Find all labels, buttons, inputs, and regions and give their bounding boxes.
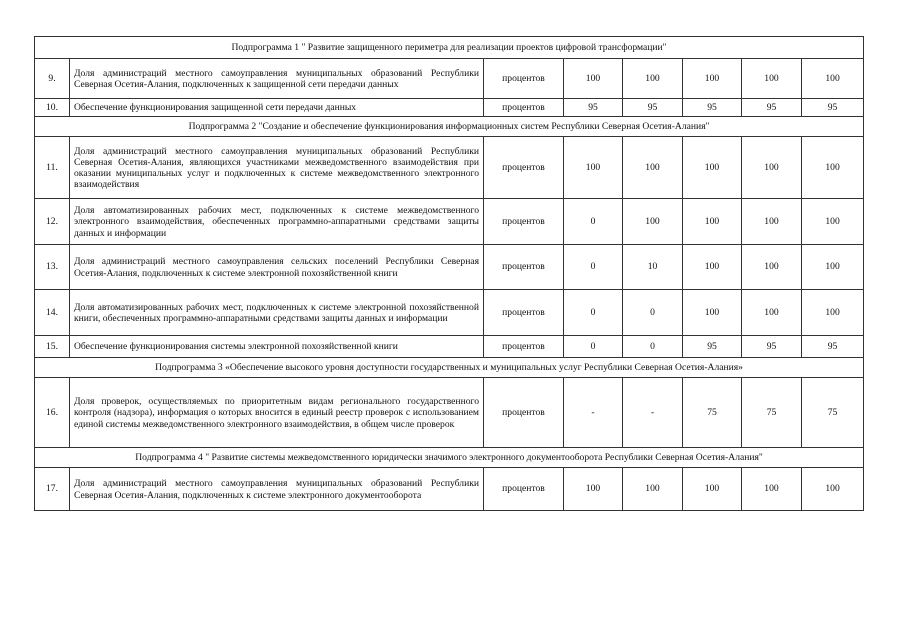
row-number: 12.	[35, 199, 70, 245]
row-number: 10.	[35, 99, 70, 117]
indicator-description: Доля автоматизированных рабочих мест, подключенных к системе межведомственного электронного взаимодействия, обеспеченных программно-аппаратными средствами защиты данных и информации	[70, 199, 484, 245]
indicator-row	[35, 336, 864, 358]
value-cell: 100	[742, 59, 802, 99]
indicator-description: Доля администраций местного самоуправления муниципальных образований Республики Северная Осетия-Алания, подключенных к защищенной сети передачи данных	[70, 59, 484, 99]
value-cell: 100	[742, 245, 802, 290]
value-cell: 100	[683, 290, 742, 336]
unit-cell: процентов	[484, 137, 564, 199]
row-number: 11.	[35, 137, 70, 199]
subprogram-title: Подпрограмма 2 "Создание и обеспечение функционирования информационных систем Республики Северная Осетия-Алания"	[35, 117, 864, 137]
value-cell: 95	[683, 336, 742, 358]
value-cell: 100	[564, 468, 623, 511]
indicator-row	[35, 137, 864, 199]
value-cell: 100	[742, 468, 802, 511]
indicator-row	[35, 290, 864, 336]
value-cell: 0	[564, 245, 623, 290]
value-cell: 100	[683, 199, 742, 245]
value-cell: 100	[623, 468, 683, 511]
subprogram-title: Подпрограмма 1 " Развитие защищенного периметра для реализации проектов цифровой трансформации"	[35, 37, 864, 59]
indicator-row	[35, 468, 864, 511]
value-cell: -	[564, 378, 623, 448]
value-cell: 100	[802, 290, 864, 336]
subprogram-title: Подпрограмма 4 " Развитие системы межведомственного юридически значимого электронного документооборота Республики Северная Осетия-Алания"	[35, 448, 864, 468]
value-cell: 75	[742, 378, 802, 448]
subprogram-row	[35, 117, 864, 137]
value-cell: 100	[802, 199, 864, 245]
subprogram-row	[35, 358, 864, 378]
unit-cell: процентов	[484, 99, 564, 117]
value-cell: 100	[623, 59, 683, 99]
value-cell: 100	[742, 199, 802, 245]
indicator-row	[35, 199, 864, 245]
value-cell: 95	[742, 336, 802, 358]
row-number: 15.	[35, 336, 70, 358]
indicator-description: Обеспечение функционирования защищенной сети передачи данных	[70, 99, 484, 117]
value-cell: 0	[564, 199, 623, 245]
value-cell: 95	[802, 336, 864, 358]
unit-cell: процентов	[484, 199, 564, 245]
indicator-description: Обеспечение функционирования системы электронной похозяйственной книги	[70, 336, 484, 358]
value-cell: 100	[683, 245, 742, 290]
value-cell: 100	[802, 59, 864, 99]
indicators-table	[34, 36, 864, 511]
subprogram-row	[35, 448, 864, 468]
value-cell: 95	[564, 99, 623, 117]
indicator-description: Доля администраций местного самоуправления сельских поселений Республики Северная Осетия-Алания, подключенных к системе электронной похозяйственной книги	[70, 245, 484, 290]
value-cell: 10	[623, 245, 683, 290]
unit-cell: процентов	[484, 290, 564, 336]
value-cell: 75	[683, 378, 742, 448]
value-cell: 100	[802, 468, 864, 511]
indicator-description: Доля проверок, осуществляемых по приоритетным видам регионального государственного контроля (надзора), информация о которых вносится в единый реестр проверок с использованием единой системы межведомственного электронного взаимодействия, в общем числе проверок	[70, 378, 484, 448]
value-cell: 100	[623, 137, 683, 199]
indicator-description: Доля автоматизированных рабочих мест, подключенных к системе электронной похозяйственной книги, обеспеченных программно-аппаратными средствами защиты данных и информации	[70, 290, 484, 336]
indicator-row	[35, 245, 864, 290]
value-cell: 0	[564, 336, 623, 358]
row-number: 16.	[35, 378, 70, 448]
value-cell: 100	[683, 468, 742, 511]
unit-cell: процентов	[484, 245, 564, 290]
document-page	[34, 36, 863, 511]
indicator-row	[35, 99, 864, 117]
unit-cell: процентов	[484, 468, 564, 511]
indicator-row	[35, 59, 864, 99]
value-cell: 100	[623, 199, 683, 245]
row-number: 9.	[35, 59, 70, 99]
value-cell: 100	[564, 137, 623, 199]
subprogram-row	[35, 37, 864, 59]
value-cell: 75	[802, 378, 864, 448]
value-cell: 100	[683, 137, 742, 199]
value-cell: 95	[742, 99, 802, 117]
row-number: 17.	[35, 468, 70, 511]
indicator-description: Доля администраций местного самоуправления муниципальных образований Республики Северная Осетия-Алания, являющихся участниками межведомственного взаимодействия при оказании муниципальных услуг и подключенных к системе межведомственного электронного взаимодействия	[70, 137, 484, 199]
value-cell: 100	[742, 290, 802, 336]
value-cell: 0	[623, 290, 683, 336]
value-cell: 95	[683, 99, 742, 117]
value-cell: 0	[564, 290, 623, 336]
value-cell: -	[623, 378, 683, 448]
value-cell: 95	[623, 99, 683, 117]
value-cell: 100	[564, 59, 623, 99]
unit-cell: процентов	[484, 336, 564, 358]
value-cell: 100	[683, 59, 742, 99]
value-cell: 95	[802, 99, 864, 117]
unit-cell: процентов	[484, 378, 564, 448]
unit-cell: процентов	[484, 59, 564, 99]
subprogram-title: Подпрограмма 3 «Обеспечение высокого уровня доступности государственных и муниципальных услуг Республики Северная Осетия-Алания»	[35, 358, 864, 378]
value-cell: 0	[623, 336, 683, 358]
row-number: 13.	[35, 245, 70, 290]
value-cell: 100	[802, 245, 864, 290]
value-cell: 100	[802, 137, 864, 199]
indicators-table-body	[35, 37, 864, 511]
indicator-row	[35, 378, 864, 448]
indicator-description: Доля администраций местного самоуправления муниципальных образований Республики Северная Осетия-Алания, подключенных к системе электронного документооборота	[70, 468, 484, 511]
value-cell: 100	[742, 137, 802, 199]
row-number: 14.	[35, 290, 70, 336]
